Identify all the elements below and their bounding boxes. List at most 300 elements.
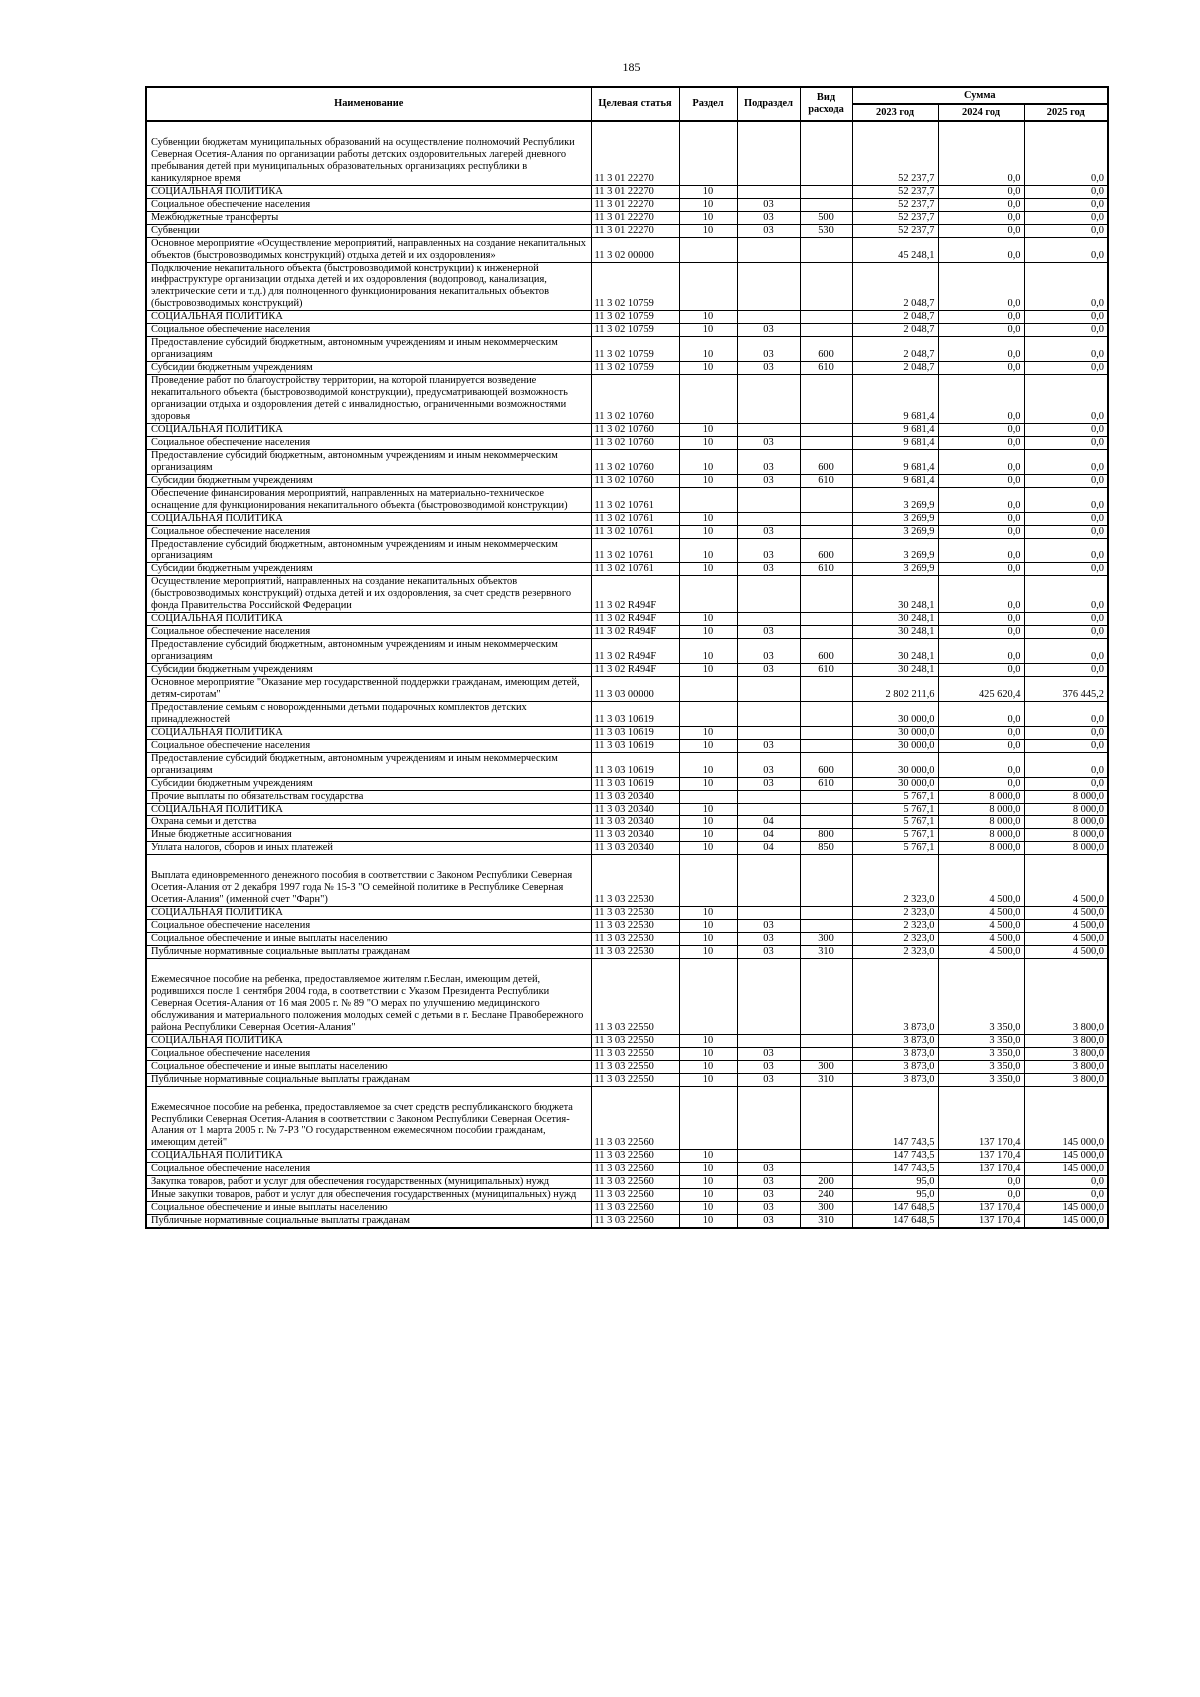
cell-expense-type <box>800 525 852 538</box>
cell-target-article: 11 3 02 10759 <box>591 362 679 375</box>
cell-section: 10 <box>679 324 737 337</box>
cell-subsection: 03 <box>737 337 800 362</box>
cell-name: Социальное обеспечение населения <box>146 1047 591 1060</box>
cell-subsection: 03 <box>737 474 800 487</box>
cell-target-article: 11 3 02 10761 <box>591 487 679 512</box>
cell-name: Социальное обеспечение населения <box>146 739 591 752</box>
cell-target-article: 11 3 02 R494F <box>591 626 679 639</box>
cell-name: СОЦИАЛЬНАЯ ПОЛИТИКА <box>146 907 591 920</box>
cell-section <box>679 487 737 512</box>
cell-sum-2025: 0,0 <box>1024 1176 1108 1189</box>
table-row <box>146 803 1108 816</box>
table-row <box>146 752 1108 777</box>
cell-name: Уплата налогов, сборов и иных платежей <box>146 842 591 855</box>
table-row <box>146 1202 1108 1215</box>
table-row <box>146 664 1108 677</box>
cell-sum-2025: 0,0 <box>1024 449 1108 474</box>
cell-target-article: 11 3 03 22550 <box>591 1047 679 1060</box>
cell-expense-type <box>800 512 852 525</box>
cell-subsection <box>737 959 800 1035</box>
cell-sum-2024: 0,0 <box>938 512 1024 525</box>
header-expense-type: Вид расхода <box>800 87 852 121</box>
cell-expense-type: 300 <box>800 1060 852 1073</box>
cell-section <box>679 1086 737 1150</box>
cell-sum-2025: 3 800,0 <box>1024 1060 1108 1073</box>
cell-sum-2024: 0,0 <box>938 701 1024 726</box>
cell-sum-2025: 8 000,0 <box>1024 816 1108 829</box>
cell-section: 10 <box>679 639 737 664</box>
cell-subsection: 03 <box>737 1202 800 1215</box>
cell-sum-2024: 4 500,0 <box>938 920 1024 933</box>
cell-subsection <box>737 701 800 726</box>
cell-subsection: 04 <box>737 829 800 842</box>
cell-sum-2025: 3 800,0 <box>1024 959 1108 1035</box>
cell-section: 10 <box>679 1034 737 1047</box>
page-number: 185 <box>622 60 641 74</box>
cell-sum-2024: 0,0 <box>938 626 1024 639</box>
cell-name: Субсидии бюджетным учреждениям <box>146 563 591 576</box>
cell-sum-2025: 145 000,0 <box>1024 1163 1108 1176</box>
cell-name: СОЦИАЛЬНАЯ ПОЛИТИКА <box>146 311 591 324</box>
cell-sum-2024: 0,0 <box>938 311 1024 324</box>
cell-section: 10 <box>679 1202 737 1215</box>
cell-target-article: 11 3 02 10760 <box>591 375 679 424</box>
cell-name: СОЦИАЛЬНАЯ ПОЛИТИКА <box>146 1034 591 1047</box>
cell-target-article: 11 3 03 22560 <box>591 1189 679 1202</box>
cell-sum-2023: 30 248,1 <box>852 613 938 626</box>
cell-section: 10 <box>679 1150 737 1163</box>
cell-name: Прочие выплаты по обязательствам государства <box>146 790 591 803</box>
cell-name: Социальное обеспечение и иные выплаты населению <box>146 1202 591 1215</box>
cell-target-article: 11 3 03 10619 <box>591 726 679 739</box>
cell-subsection <box>737 1034 800 1047</box>
cell-target-article: 11 3 02 R494F <box>591 639 679 664</box>
cell-sum-2025: 0,0 <box>1024 512 1108 525</box>
cell-expense-type <box>800 676 852 701</box>
cell-section: 10 <box>679 1073 737 1086</box>
cell-expense-type: 300 <box>800 1202 852 1215</box>
cell-sum-2025: 0,0 <box>1024 436 1108 449</box>
cell-target-article: 11 3 03 10619 <box>591 701 679 726</box>
cell-name: Социальное обеспечение населения <box>146 436 591 449</box>
cell-target-article: 11 3 03 22560 <box>591 1086 679 1150</box>
cell-section: 10 <box>679 1215 737 1228</box>
cell-sum-2023: 30 248,1 <box>852 639 938 664</box>
cell-sum-2025: 0,0 <box>1024 237 1108 262</box>
cell-section: 10 <box>679 362 737 375</box>
cell-target-article: 11 3 01 22270 <box>591 224 679 237</box>
cell-sum-2024: 137 170,4 <box>938 1215 1024 1228</box>
table-row <box>146 1073 1108 1086</box>
cell-expense-type <box>800 701 852 726</box>
cell-sum-2023: 5 767,1 <box>852 803 938 816</box>
cell-sum-2024: 0,0 <box>938 739 1024 752</box>
cell-section: 10 <box>679 1060 737 1073</box>
cell-target-article: 11 3 02 10759 <box>591 324 679 337</box>
cell-sum-2023: 3 873,0 <box>852 1047 938 1060</box>
cell-section: 10 <box>679 816 737 829</box>
cell-name: СОЦИАЛЬНАЯ ПОЛИТИКА <box>146 1150 591 1163</box>
cell-target-article: 11 3 03 22560 <box>591 1176 679 1189</box>
cell-target-article: 11 3 03 22560 <box>591 1202 679 1215</box>
header-section: Раздел <box>679 87 737 121</box>
cell-expense-type <box>800 487 852 512</box>
table-row <box>146 739 1108 752</box>
cell-expense-type: 850 <box>800 842 852 855</box>
cell-section: 10 <box>679 739 737 752</box>
cell-expense-type <box>800 626 852 639</box>
table-row <box>146 676 1108 701</box>
table-row <box>146 613 1108 626</box>
cell-sum-2023: 30 000,0 <box>852 777 938 790</box>
cell-sum-2025: 0,0 <box>1024 752 1108 777</box>
cell-subsection <box>737 855 800 907</box>
table-row <box>146 1086 1108 1150</box>
cell-expense-type <box>800 920 852 933</box>
cell-section: 10 <box>679 211 737 224</box>
cell-name: Ежемесячное пособие на ребенка, предоставляемое за счет средств республиканского бюджета Республики Северная Осетия-Алания в соответствии с Законом Республики Северная Осетия-Алания от 1 марта 2005 г. № 7-РЗ "О государственном ежемесячном пособии гражданам, имеющим детей" <box>146 1086 591 1150</box>
cell-sum-2025: 0,0 <box>1024 563 1108 576</box>
cell-subsection: 03 <box>737 1189 800 1202</box>
cell-sum-2024: 0,0 <box>938 121 1024 185</box>
cell-target-article: 11 3 02 10761 <box>591 512 679 525</box>
cell-section: 10 <box>679 1047 737 1060</box>
cell-sum-2025: 0,0 <box>1024 198 1108 211</box>
cell-target-article: 11 3 02 10759 <box>591 337 679 362</box>
cell-sum-2024: 0,0 <box>938 423 1024 436</box>
cell-section: 10 <box>679 803 737 816</box>
cell-subsection <box>737 512 800 525</box>
cell-expense-type <box>800 907 852 920</box>
cell-sum-2024: 8 000,0 <box>938 816 1024 829</box>
table-row <box>146 185 1108 198</box>
cell-section: 10 <box>679 1176 737 1189</box>
cell-sum-2024: 3 350,0 <box>938 959 1024 1035</box>
cell-sum-2023: 9 681,4 <box>852 423 938 436</box>
cell-sum-2024: 137 170,4 <box>938 1202 1024 1215</box>
cell-target-article: 11 3 03 10619 <box>591 752 679 777</box>
cell-expense-type <box>800 1034 852 1047</box>
cell-subsection <box>737 1086 800 1150</box>
cell-section <box>679 959 737 1035</box>
cell-sum-2025: 0,0 <box>1024 525 1108 538</box>
cell-section <box>679 790 737 803</box>
cell-target-article: 11 3 03 20340 <box>591 803 679 816</box>
cell-subsection <box>737 803 800 816</box>
cell-subsection <box>737 576 800 613</box>
cell-sum-2024: 8 000,0 <box>938 790 1024 803</box>
table-row <box>146 262 1108 311</box>
cell-subsection: 03 <box>737 739 800 752</box>
table-row <box>146 375 1108 424</box>
cell-sum-2023: 52 237,7 <box>852 224 938 237</box>
cell-section: 10 <box>679 474 737 487</box>
cell-subsection: 03 <box>737 664 800 677</box>
table-row <box>146 512 1108 525</box>
cell-sum-2023: 30 000,0 <box>852 701 938 726</box>
cell-name: Основное мероприятие "Оказание мер государственной поддержки гражданам, имеющим детей, детям-сиротам" <box>146 676 591 701</box>
cell-expense-type: 610 <box>800 563 852 576</box>
cell-expense-type <box>800 816 852 829</box>
cell-sum-2024: 425 620,4 <box>938 676 1024 701</box>
cell-section: 10 <box>679 946 737 959</box>
table-row <box>146 1215 1108 1228</box>
cell-sum-2023: 52 237,7 <box>852 121 938 185</box>
cell-sum-2023: 5 767,1 <box>852 816 938 829</box>
cell-sum-2025: 145 000,0 <box>1024 1150 1108 1163</box>
table-row <box>146 946 1108 959</box>
cell-sum-2024: 0,0 <box>938 576 1024 613</box>
cell-sum-2024: 0,0 <box>938 324 1024 337</box>
cell-name: Субсидии бюджетным учреждениям <box>146 474 591 487</box>
cell-name: Предоставление субсидий бюджетным, автономным учреждениям и иным некоммерческим организациям <box>146 752 591 777</box>
cell-section: 10 <box>679 198 737 211</box>
cell-sum-2025: 8 000,0 <box>1024 790 1108 803</box>
cell-subsection: 03 <box>737 639 800 664</box>
cell-expense-type <box>800 423 852 436</box>
cell-expense-type <box>800 185 852 198</box>
table-row <box>146 576 1108 613</box>
cell-sum-2023: 3 873,0 <box>852 1034 938 1047</box>
cell-sum-2025: 3 800,0 <box>1024 1034 1108 1047</box>
cell-name: Субсидии бюджетным учреждениям <box>146 362 591 375</box>
cell-section: 10 <box>679 626 737 639</box>
cell-expense-type <box>800 959 852 1035</box>
cell-sum-2024: 0,0 <box>938 487 1024 512</box>
cell-target-article: 11 3 02 10761 <box>591 525 679 538</box>
cell-name: Предоставление субсидий бюджетным, автономным учреждениям и иным некоммерческим организациям <box>146 449 591 474</box>
cell-sum-2023: 30 000,0 <box>852 739 938 752</box>
cell-sum-2024: 0,0 <box>938 726 1024 739</box>
cell-name: Субвенции <box>146 224 591 237</box>
cell-sum-2025: 0,0 <box>1024 324 1108 337</box>
cell-sum-2023: 9 681,4 <box>852 436 938 449</box>
cell-sum-2023: 95,0 <box>852 1189 938 1202</box>
cell-expense-type: 530 <box>800 224 852 237</box>
cell-expense-type: 600 <box>800 538 852 563</box>
cell-subsection <box>737 487 800 512</box>
cell-target-article: 11 3 02 10760 <box>591 474 679 487</box>
cell-sum-2024: 0,0 <box>938 664 1024 677</box>
cell-name: Подключение некапитального объекта (быстровозводимой конструкции) к инженерной инфраструктуре организации отдыха детей и их оздоровления (водопровод, канализация, электрические сети и т.д.) для полноценного функционирования некапитальных объектов (быстровозводимых конструкций) <box>146 262 591 311</box>
cell-subsection: 03 <box>737 198 800 211</box>
cell-subsection <box>737 1150 800 1163</box>
cell-sum-2025: 0,0 <box>1024 337 1108 362</box>
cell-sum-2024: 8 000,0 <box>938 803 1024 816</box>
cell-sum-2023: 3 269,9 <box>852 538 938 563</box>
cell-name: Охрана семьи и детства <box>146 816 591 829</box>
cell-section <box>679 121 737 185</box>
cell-expense-type <box>800 262 852 311</box>
cell-name: Социальное обеспечение и иные выплаты населению <box>146 933 591 946</box>
cell-sum-2025: 0,0 <box>1024 726 1108 739</box>
cell-subsection: 03 <box>737 224 800 237</box>
cell-sum-2025: 0,0 <box>1024 185 1108 198</box>
cell-expense-type: 600 <box>800 449 852 474</box>
cell-sum-2025: 145 000,0 <box>1024 1086 1108 1150</box>
cell-sum-2024: 0,0 <box>938 563 1024 576</box>
table-row <box>146 211 1108 224</box>
cell-subsection: 03 <box>737 777 800 790</box>
cell-sum-2023: 2 323,0 <box>852 946 938 959</box>
table-row <box>146 842 1108 855</box>
cell-target-article: 11 3 03 22530 <box>591 907 679 920</box>
cell-section: 10 <box>679 311 737 324</box>
table-row <box>146 1163 1108 1176</box>
cell-sum-2023: 3 873,0 <box>852 1060 938 1073</box>
cell-expense-type <box>800 1163 852 1176</box>
table-row <box>146 1150 1108 1163</box>
cell-section <box>679 237 737 262</box>
cell-section: 10 <box>679 525 737 538</box>
cell-sum-2024: 4 500,0 <box>938 855 1024 907</box>
table-row <box>146 726 1108 739</box>
table-row <box>146 237 1108 262</box>
cell-sum-2025: 8 000,0 <box>1024 842 1108 855</box>
cell-subsection: 03 <box>737 1073 800 1086</box>
cell-sum-2023: 9 681,4 <box>852 375 938 424</box>
table-row <box>146 362 1108 375</box>
cell-section: 10 <box>679 1163 737 1176</box>
cell-target-article: 11 3 03 22550 <box>591 1060 679 1073</box>
cell-subsection <box>737 790 800 803</box>
cell-expense-type: 300 <box>800 933 852 946</box>
cell-target-article: 11 3 03 20340 <box>591 816 679 829</box>
cell-section: 10 <box>679 337 737 362</box>
cell-name: СОЦИАЛЬНАЯ ПОЛИТИКА <box>146 185 591 198</box>
table-row <box>146 337 1108 362</box>
table-row <box>146 829 1108 842</box>
cell-sum-2023: 3 269,9 <box>852 487 938 512</box>
cell-name: Социальное обеспечение населения <box>146 324 591 337</box>
table-row <box>146 855 1108 907</box>
cell-sum-2023: 5 767,1 <box>852 790 938 803</box>
cell-target-article: 11 3 03 22530 <box>591 946 679 959</box>
cell-name: Закупка товаров, работ и услуг для обеспечения государственных (муниципальных) нужд <box>146 1176 591 1189</box>
cell-subsection <box>737 237 800 262</box>
cell-section: 10 <box>679 224 737 237</box>
cell-target-article: 11 3 03 22530 <box>591 920 679 933</box>
cell-target-article: 11 3 02 R494F <box>591 613 679 626</box>
header-name: Наименование <box>146 87 591 121</box>
cell-expense-type <box>800 198 852 211</box>
cell-section <box>679 676 737 701</box>
cell-target-article: 11 3 03 22560 <box>591 1163 679 1176</box>
table-row <box>146 311 1108 324</box>
cell-expense-type: 240 <box>800 1189 852 1202</box>
table-row <box>146 423 1108 436</box>
cell-sum-2023: 52 237,7 <box>852 211 938 224</box>
header-target-article: Целевая статья <box>591 87 679 121</box>
cell-sum-2025: 4 500,0 <box>1024 920 1108 933</box>
cell-section <box>679 855 737 907</box>
cell-expense-type <box>800 790 852 803</box>
cell-section: 10 <box>679 423 737 436</box>
cell-section: 10 <box>679 436 737 449</box>
cell-section: 10 <box>679 613 737 626</box>
table-row <box>146 1189 1108 1202</box>
cell-name: Публичные нормативные социальные выплаты гражданам <box>146 1215 591 1228</box>
cell-sum-2024: 0,0 <box>938 198 1024 211</box>
cell-name: Межбюджетные трансферты <box>146 211 591 224</box>
cell-target-article: 11 3 03 20340 <box>591 790 679 803</box>
cell-expense-type <box>800 375 852 424</box>
cell-subsection <box>737 423 800 436</box>
cell-subsection: 03 <box>737 436 800 449</box>
cell-expense-type: 310 <box>800 946 852 959</box>
cell-name: Субсидии бюджетным учреждениям <box>146 664 591 677</box>
table-row <box>146 525 1108 538</box>
cell-sum-2023: 52 237,7 <box>852 185 938 198</box>
cell-section: 10 <box>679 829 737 842</box>
cell-sum-2023: 2 323,0 <box>852 855 938 907</box>
cell-sum-2025: 0,0 <box>1024 664 1108 677</box>
table-row <box>146 121 1108 185</box>
table-row <box>146 701 1108 726</box>
cell-sum-2024: 0,0 <box>938 262 1024 311</box>
cell-sum-2023: 147 648,5 <box>852 1215 938 1228</box>
header-year-2023: 2023 год <box>852 104 938 121</box>
cell-section: 10 <box>679 185 737 198</box>
cell-name: Социальное обеспечение населения <box>146 525 591 538</box>
cell-sum-2023: 30 248,1 <box>852 664 938 677</box>
cell-sum-2024: 0,0 <box>938 538 1024 563</box>
cell-sum-2024: 137 170,4 <box>938 1163 1024 1176</box>
cell-sum-2023: 95,0 <box>852 1176 938 1189</box>
cell-target-article: 11 3 03 22530 <box>591 855 679 907</box>
cell-sum-2024: 0,0 <box>938 639 1024 664</box>
cell-expense-type <box>800 726 852 739</box>
cell-section: 10 <box>679 842 737 855</box>
cell-name: Обеспечение финансирования мероприятий, направленных на материально-техническое оснащение для функционирования некапитального объекта (быстровозводимой конструкции) <box>146 487 591 512</box>
cell-sum-2025: 376 445,2 <box>1024 676 1108 701</box>
cell-subsection: 03 <box>737 1176 800 1189</box>
cell-sum-2024: 0,0 <box>938 375 1024 424</box>
cell-section: 10 <box>679 664 737 677</box>
table-row <box>146 324 1108 337</box>
table-row <box>146 1060 1108 1073</box>
cell-expense-type <box>800 739 852 752</box>
header-year-2024: 2024 год <box>938 104 1024 121</box>
cell-expense-type: 600 <box>800 337 852 362</box>
cell-subsection: 03 <box>737 752 800 777</box>
cell-sum-2025: 0,0 <box>1024 423 1108 436</box>
cell-target-article: 11 3 01 22270 <box>591 185 679 198</box>
cell-sum-2024: 8 000,0 <box>938 842 1024 855</box>
cell-sum-2024: 137 170,4 <box>938 1086 1024 1150</box>
cell-subsection: 03 <box>737 525 800 538</box>
cell-subsection: 03 <box>737 920 800 933</box>
cell-sum-2025: 8 000,0 <box>1024 829 1108 842</box>
cell-target-article: 11 3 02 10760 <box>591 436 679 449</box>
cell-sum-2023: 3 269,9 <box>852 525 938 538</box>
cell-sum-2025: 4 500,0 <box>1024 855 1108 907</box>
cell-target-article: 11 3 03 10619 <box>591 777 679 790</box>
cell-sum-2025: 0,0 <box>1024 701 1108 726</box>
cell-sum-2023: 2 048,7 <box>852 311 938 324</box>
cell-name: Предоставление семьям с новорожденными детьми подарочных комплектов детских принадлежностей <box>146 701 591 726</box>
cell-subsection <box>737 121 800 185</box>
cell-sum-2025: 0,0 <box>1024 121 1108 185</box>
cell-expense-type: 310 <box>800 1215 852 1228</box>
cell-subsection <box>737 262 800 311</box>
cell-subsection: 04 <box>737 816 800 829</box>
table-row <box>146 487 1108 512</box>
table-row <box>146 790 1108 803</box>
cell-sum-2024: 0,0 <box>938 1176 1024 1189</box>
cell-sum-2024: 0,0 <box>938 1189 1024 1202</box>
cell-target-article: 11 3 03 00000 <box>591 676 679 701</box>
